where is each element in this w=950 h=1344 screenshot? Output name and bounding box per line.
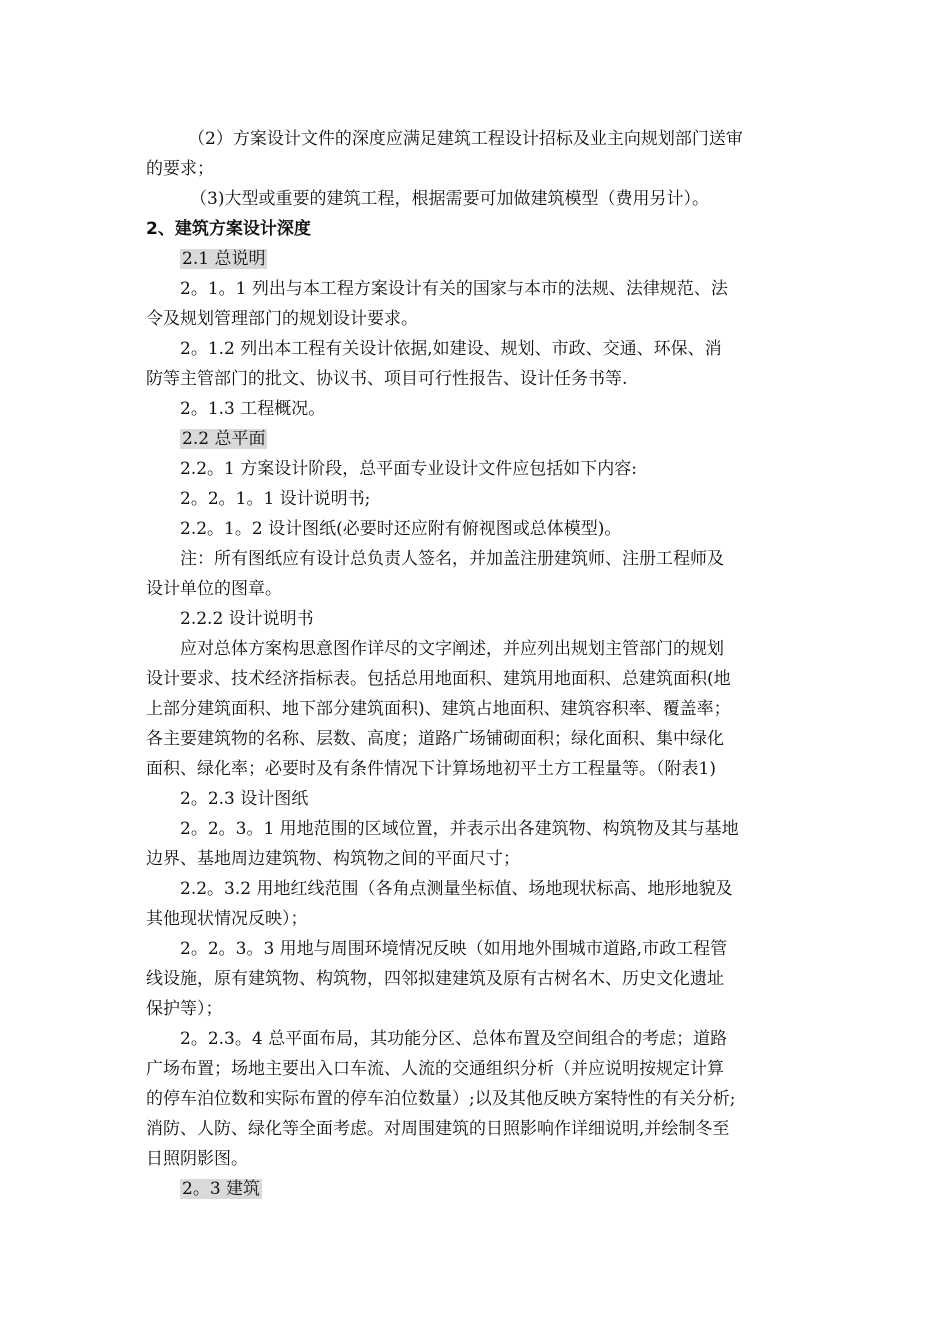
subsection-heading bbox=[180, 1178, 262, 1200]
text-line: 2。1.3 工程概况。 bbox=[180, 399, 326, 419]
highlighted-heading: 2.2 总平面 bbox=[182, 429, 266, 449]
text-line: 线设施，原有建筑物、构筑物，四邻拟建建筑及原有古树名木、历史文化遗址 bbox=[146, 969, 724, 989]
text-line: 2。2.3。4 总平面布局，其功能分区、总体布置及空间组合的考虑；道路 bbox=[180, 1029, 728, 1049]
highlighted-heading: 2.1 总说明 bbox=[182, 249, 266, 269]
text-line: 注：所有图纸应有设计总负责人签名，并加盖注册建筑师、注册工程师及 bbox=[180, 549, 724, 569]
text-line: 2.2。1 方案设计阶段，总平面专业设计文件应包括如下内容: bbox=[180, 459, 637, 479]
subsection-heading bbox=[180, 248, 267, 270]
text-line: 防等主管部门的批文、协议书、项目可行性报告、设计任务书等. bbox=[146, 369, 628, 389]
text-line: 2。2。1。1 设计说明书; bbox=[180, 489, 371, 509]
text-line: 设计要求、技术经济指标表。包括总用地面积、建筑用地面积、总建筑面积(地 bbox=[146, 669, 731, 689]
text-line: 其他现状情况反映）； bbox=[146, 909, 308, 929]
text-line: 广场布置；场地主要出入口车流、人流的交通组织分析（并应说明按规定计算 bbox=[146, 1059, 724, 1079]
text-line: 2。2。3。1 用地范围的区域位置，并表示出各建筑物、构筑物及其与基地 bbox=[180, 819, 739, 839]
text-line: 应对总体方案构思意图作详尽的文字阐述，并应列出规划主管部门的规划 bbox=[180, 639, 724, 659]
text-line: 边界、基地周边建筑物、构筑物之间的平面尺寸； bbox=[146, 849, 520, 869]
text-line: 日照阴影图。 bbox=[146, 1149, 248, 1169]
text-line: 的停车泊位数和实际布置的停车泊位数量）;以及其他反映方案特性的有关分析; bbox=[146, 1089, 736, 1109]
text-line: 面积、绿化率；必要时及有条件情况下计算场地初平土方工程量等。（附表1) bbox=[146, 759, 716, 779]
section-heading: 2、建筑方案设计深度 bbox=[146, 219, 311, 239]
text-line: 2。2.3 设计图纸 bbox=[180, 789, 309, 809]
text-line: 上部分建筑面积、地下部分建筑面积)、建筑占地面积、建筑容积率、覆盖率； bbox=[146, 699, 731, 719]
text-line: （2）方案设计文件的深度应满足建筑工程设计招标及业主向规划部门送审 bbox=[188, 129, 743, 149]
highlighted-heading: 2。3 建筑 bbox=[182, 1179, 261, 1199]
text-line: 2。1.2 列出本工程有关设计依据,如建设、规划、市政、交通、环保、消 bbox=[180, 339, 722, 359]
text-line: 2。2。3。3 用地与周围环境情况反映（如用地外围城市道路,市政工程管 bbox=[180, 939, 728, 959]
subsection-heading bbox=[180, 428, 267, 450]
text-line: 2.2。1。2 设计图纸(必要时还应附有俯视图或总体模型)。 bbox=[180, 519, 622, 539]
text-line: （3)大型或重要的建筑工程，根据需要可加做建筑模型（费用另计）。 bbox=[190, 189, 709, 209]
text-line: 的要求； bbox=[146, 159, 214, 179]
text-line: 2.2.2 设计说明书 bbox=[180, 609, 314, 629]
text-line: 各主要建筑物的名称、层数、高度；道路广场铺砌面积；绿化面积、集中绿化 bbox=[146, 729, 724, 749]
text-line: 消防、人防、绿化等全面考虑。对周围建筑的日照影响作详细说明,并绘制冬至 bbox=[146, 1119, 730, 1139]
text-line: 2。1。1 列出与本工程方案设计有关的国家与本市的法规、法律规范、法 bbox=[180, 279, 728, 299]
text-line: 保护等）； bbox=[146, 999, 223, 1019]
text-line: 设计单位的图章。 bbox=[146, 579, 282, 599]
text-line: 2.2。3.2 用地红线范围（各角点测量坐标值、场地现状标高、地形地貌及 bbox=[180, 879, 733, 899]
text-line: 令及规划管理部门的规划设计要求。 bbox=[146, 309, 418, 329]
